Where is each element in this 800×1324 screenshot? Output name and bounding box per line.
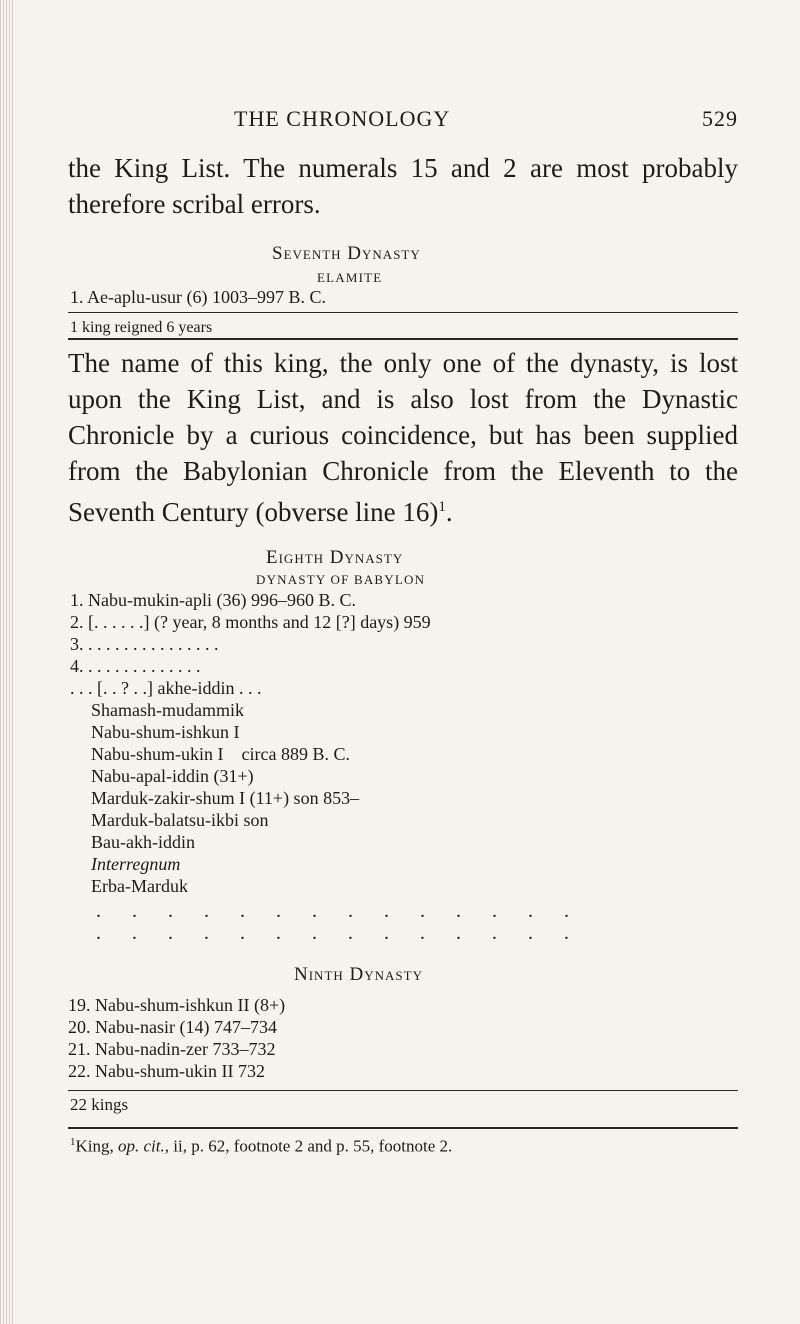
ninth-entry: 20. Nabu-nasir (14) 747–734 (68, 1017, 277, 1037)
eighth-entry: Shamash-mudammik (91, 700, 244, 720)
eighth-entry: Marduk-balatsu-ikbi son (91, 810, 269, 830)
paragraph-text: The name of this king, the only one of the dynasty, is lost upon the King List, and is also lost from the Dynastic Chronicle by a curious coincidence, but has been supplied from the Babylonian Chronicle from the Eleventh to the Seventh Century (obverse line 16) (68, 348, 738, 527)
eighth-dynasty-heading: Eighth Dynasty (266, 547, 404, 568)
eighth-entry: Marduk-zakir-shum I (11+) son 853– (91, 788, 360, 808)
ellipsis-row: . . . . . . . . . . . . . . (96, 922, 582, 944)
rule-below-seventh-total (68, 338, 738, 340)
rule-below-ninth-total (68, 1127, 738, 1129)
rule-above-seventh-total (68, 312, 738, 313)
footnote-work: op. cit. (118, 1136, 165, 1156)
eighth-entry: . . . [. . ? . .] akhe-iddin . . . (70, 678, 262, 698)
page-number: 529 (702, 106, 738, 131)
ninth-entry: 21. Nabu-nadin-zer 733–732 (68, 1039, 276, 1059)
eighth-entry-interregnum: Interregnum (91, 854, 181, 874)
ellipsis-row: . . . . . . . . . . . . . . (96, 900, 582, 922)
eighth-entry: 1. Nabu-mukin-apli (36) 996–960 B. C. (70, 590, 356, 610)
footnote-mark: 1 (70, 1136, 76, 1148)
eighth-entry: Erba-Marduk (91, 876, 188, 896)
footnote-rest: , ii, p. 62, footnote 2 and p. 55, footnote 2. (164, 1136, 453, 1156)
eighth-entry: Nabu-shum-ukin I circa 889 B. C. (91, 744, 350, 764)
eighth-entry: Bau-akh-iddin (91, 832, 195, 852)
seventh-dynasty-heading: Seventh Dynasty (272, 243, 421, 264)
seventh-entry-1: 1. Ae-aplu-usur (6) 1003–997 B. C. (70, 287, 326, 307)
footnote (70, 1136, 452, 1157)
footnote-author: King, (75, 1136, 118, 1156)
running-head (68, 106, 738, 136)
intro-paragraph: the King List. The numerals 15 and 2 are most probably therefore scribal errors. (68, 153, 738, 219)
footnote-reference: 1 (438, 499, 446, 515)
paragraph-end: . (445, 497, 453, 527)
ninth-total: 22 kings (70, 1095, 129, 1114)
eighth-dynasty-subheading: DYNASTY OF BABYLON (256, 572, 426, 587)
ninth-entry: 22. Nabu-shum-ukin II 732 (68, 1061, 265, 1081)
seventh-total: 1 king reigned 6 years (70, 319, 213, 336)
eighth-entry: Nabu-apal-iddin (31+) (91, 766, 254, 786)
eighth-entry: 2. [. . . . . .] (? year, 8 months and 12 [?] days) 959 (70, 612, 431, 632)
running-title: THE CHRONOLOGY (234, 106, 451, 131)
eighth-entry: 4. . . . . . . . . . . . . . (70, 656, 201, 676)
rule-above-ninth-total (68, 1090, 738, 1091)
eighth-entry: 3. . . . . . . . . . . . . . . . (70, 634, 219, 654)
eighth-entry: Nabu-shum-ishkun I (91, 722, 240, 742)
dynasty-paragraph (68, 345, 738, 530)
ninth-entry: 19. Nabu-shum-ishkun II (8+) (68, 995, 286, 1015)
seventh-dynasty-subheading: ELAMITE (317, 270, 383, 285)
ninth-dynasty-heading: Ninth Dynasty (294, 964, 423, 985)
book-binding-edge (0, 0, 14, 1324)
